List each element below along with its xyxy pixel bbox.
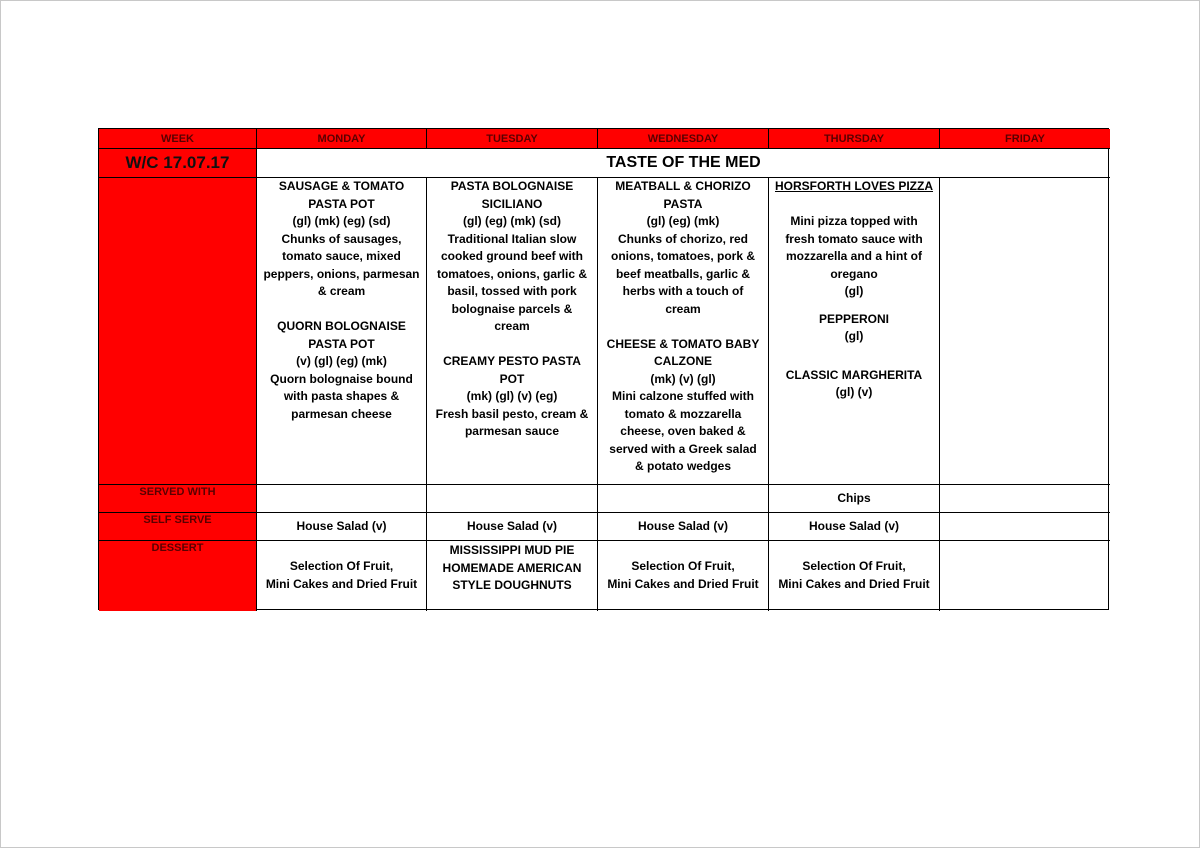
dish-name: MEATBALL & CHORIZO PASTA (615, 179, 751, 211)
dish-name: CHEESE & TOMATO BABY CALZONE (606, 336, 760, 368)
self-serve-thursday: House Salad (v) (769, 513, 940, 541)
mains-monday (257, 178, 427, 485)
dish-description: Chunks of sausages, tomato sauce, mixed peppers, onions, parmesan & cream (263, 231, 420, 298)
mains-label-cell (99, 178, 257, 485)
served-with-label: SERVED WITH (99, 485, 257, 513)
dessert-wednesday: Selection Of Fruit, Mini Cakes and Dried Fruit (598, 541, 769, 611)
allergens: (mk) (v) (gl) (650, 371, 716, 386)
dessert-friday (940, 541, 1110, 611)
dish-description: Mini calzone stuffed with tomato & mozzarella cheese, oven baked & served with a Greek salad & potato wedges (609, 389, 757, 473)
day-header-monday: MONDAY (257, 129, 427, 149)
pizza-option-name: CLASSIC MARGHERITA (785, 367, 923, 382)
allergens: (gl) (v) (835, 385, 873, 399)
mains-tuesday (427, 178, 598, 485)
mains-thursday (769, 178, 940, 485)
self-serve-monday: House Salad (v) (257, 513, 427, 541)
self-serve-friday (940, 513, 1110, 541)
menu-table (98, 128, 1109, 610)
day-header-thursday: THURSDAY (769, 129, 940, 149)
dessert-monday: Selection Of Fruit, Mini Cakes and Dried Fruit (257, 541, 427, 611)
week-header: WEEK (99, 129, 257, 149)
allergens: (gl) (eg) (mk) (sd) (463, 214, 561, 228)
dish-description: Mini pizza topped with fresh tomato sauce with mozzarella and a hint of oregano (785, 214, 923, 281)
day-header-wednesday: WEDNESDAY (598, 129, 769, 149)
pizza-option-name: PEPPERONI (818, 311, 890, 326)
self-serve-wednesday: House Salad (v) (598, 513, 769, 541)
served-with-friday (940, 485, 1110, 513)
mains-friday (940, 178, 1110, 485)
allergens: (gl) (mk) (eg) (sd) (292, 214, 391, 228)
day-header-friday: FRIDAY (940, 129, 1110, 149)
self-serve-tuesday: House Salad (v) (427, 513, 598, 541)
allergens: (v) (gl) (eg) (mk) (296, 354, 387, 368)
dish-name: HORSFORTH LOVES PIZZA (775, 179, 934, 193)
dish-description: Fresh basil pesto, cream & parmesan sauce (435, 406, 589, 438)
dish-description: Traditional Italian slow cooked ground beef with tomatoes, onions, garlic & basil, tossed with pork bolognaise parcels & cream (436, 231, 588, 333)
menu-theme: TASTE OF THE MED (257, 149, 1110, 178)
served-with-wednesday (598, 485, 769, 513)
allergens: (gl) (eg) (mk) (646, 214, 720, 228)
dish-description: Quorn bolognaise bound with pasta shapes & parmesan cheese (270, 371, 413, 421)
served-with-thursday: Chips (769, 485, 940, 513)
week-commencing: W/C 17.07.17 (99, 149, 257, 178)
allergens: (gl) (844, 284, 864, 298)
dessert-label: DESSERT (99, 541, 257, 611)
self-serve-label: SELF SERVE (99, 513, 257, 541)
allergens: (mk) (gl) (v) (eg) (466, 389, 558, 403)
dish-name: CREAMY PESTO PASTA POT (443, 354, 581, 386)
served-with-monday (257, 485, 427, 513)
allergens: (gl) (844, 329, 864, 343)
served-with-tuesday (427, 485, 598, 513)
dish-name: QUORN BOLOGNAISE PASTA POT (277, 319, 406, 351)
mains-wednesday (598, 178, 769, 485)
day-header-tuesday: TUESDAY (427, 129, 598, 149)
dessert-thursday: Selection Of Fruit, Mini Cakes and Dried Fruit (769, 541, 940, 611)
dessert-tuesday: MISSISSIPPI MUD PIE HOMEMADE AMERICAN STYLE DOUGHNUTS (427, 541, 598, 611)
dish-description: Chunks of chorizo, red onions, tomatoes, pork & beef meatballs, garlic & herbs with a touch of cream (610, 231, 755, 316)
dish-name: PASTA BOLOGNAISE SICILIANO (450, 179, 574, 211)
dish-name: SAUSAGE & TOMATO PASTA POT (278, 179, 405, 211)
